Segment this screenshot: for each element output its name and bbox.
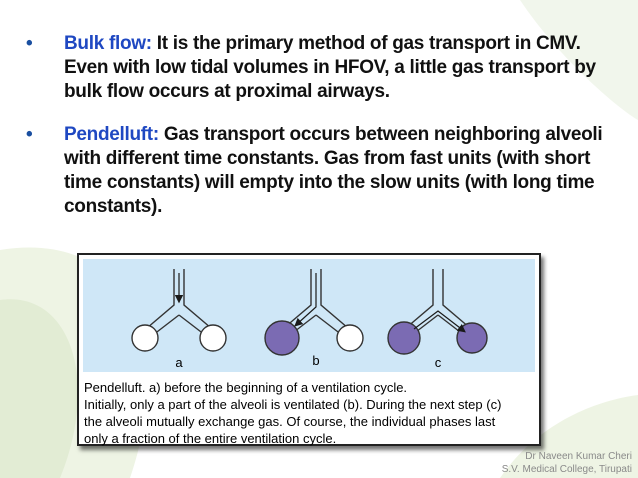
label-b: b xyxy=(312,353,320,368)
bullet-term: Pendelluft: xyxy=(64,124,159,145)
caption-line: the alveoli mutually exchange gas. Of course, the individual phases last xyxy=(84,414,496,429)
credit-college: S.V. Medical College, Tirupati xyxy=(501,464,632,475)
pendelluft-figure xyxy=(77,253,541,446)
figure-caption xyxy=(84,379,536,447)
bullet-pendelluft xyxy=(14,123,626,219)
bullet-term: Bulk flow: xyxy=(64,33,152,54)
bronchus-c xyxy=(388,269,487,354)
bronchus-a xyxy=(132,269,226,351)
alveolus-left-b xyxy=(265,321,299,355)
caption-line: Pendelluft. a) before the beginning of a ventilation cycle. xyxy=(84,380,408,395)
credits xyxy=(502,450,632,476)
alveolus-right-b xyxy=(337,325,363,351)
label-c: c xyxy=(434,355,442,370)
pendelluft-diagram xyxy=(83,259,535,372)
alveolus-left-a xyxy=(132,325,158,351)
alveolus-left-c xyxy=(388,322,420,354)
bullet-text: Gas transport occurs between neighboring alveoli with different time constants. Gas from fast units (with short time constants) will empty into the slow units (with long time constants). xyxy=(64,124,603,217)
credit-author: Dr Naveen Kumar Cheri xyxy=(525,451,632,462)
bullet-glyph: • xyxy=(26,33,33,54)
bullet-list xyxy=(14,32,626,219)
alveolus-right-c xyxy=(457,323,487,353)
label-a: a xyxy=(175,355,183,370)
caption-line: only a fraction of the entire ventilation cycle. xyxy=(84,431,337,446)
bullet-bulk-flow xyxy=(14,32,626,104)
caption-line: Initially, only a part of the alveoli is ventilated (b). During the next step (c) xyxy=(84,397,502,412)
alveolus-right-a xyxy=(200,325,226,351)
bullet-text: It is the primary method of gas transport in CMV. Even with low tidal volumes in HFOV, a little gas transport by bulk flow occurs at proximal airways. xyxy=(64,33,596,102)
bullet-glyph: • xyxy=(26,124,33,145)
bronchus-b xyxy=(265,269,363,355)
